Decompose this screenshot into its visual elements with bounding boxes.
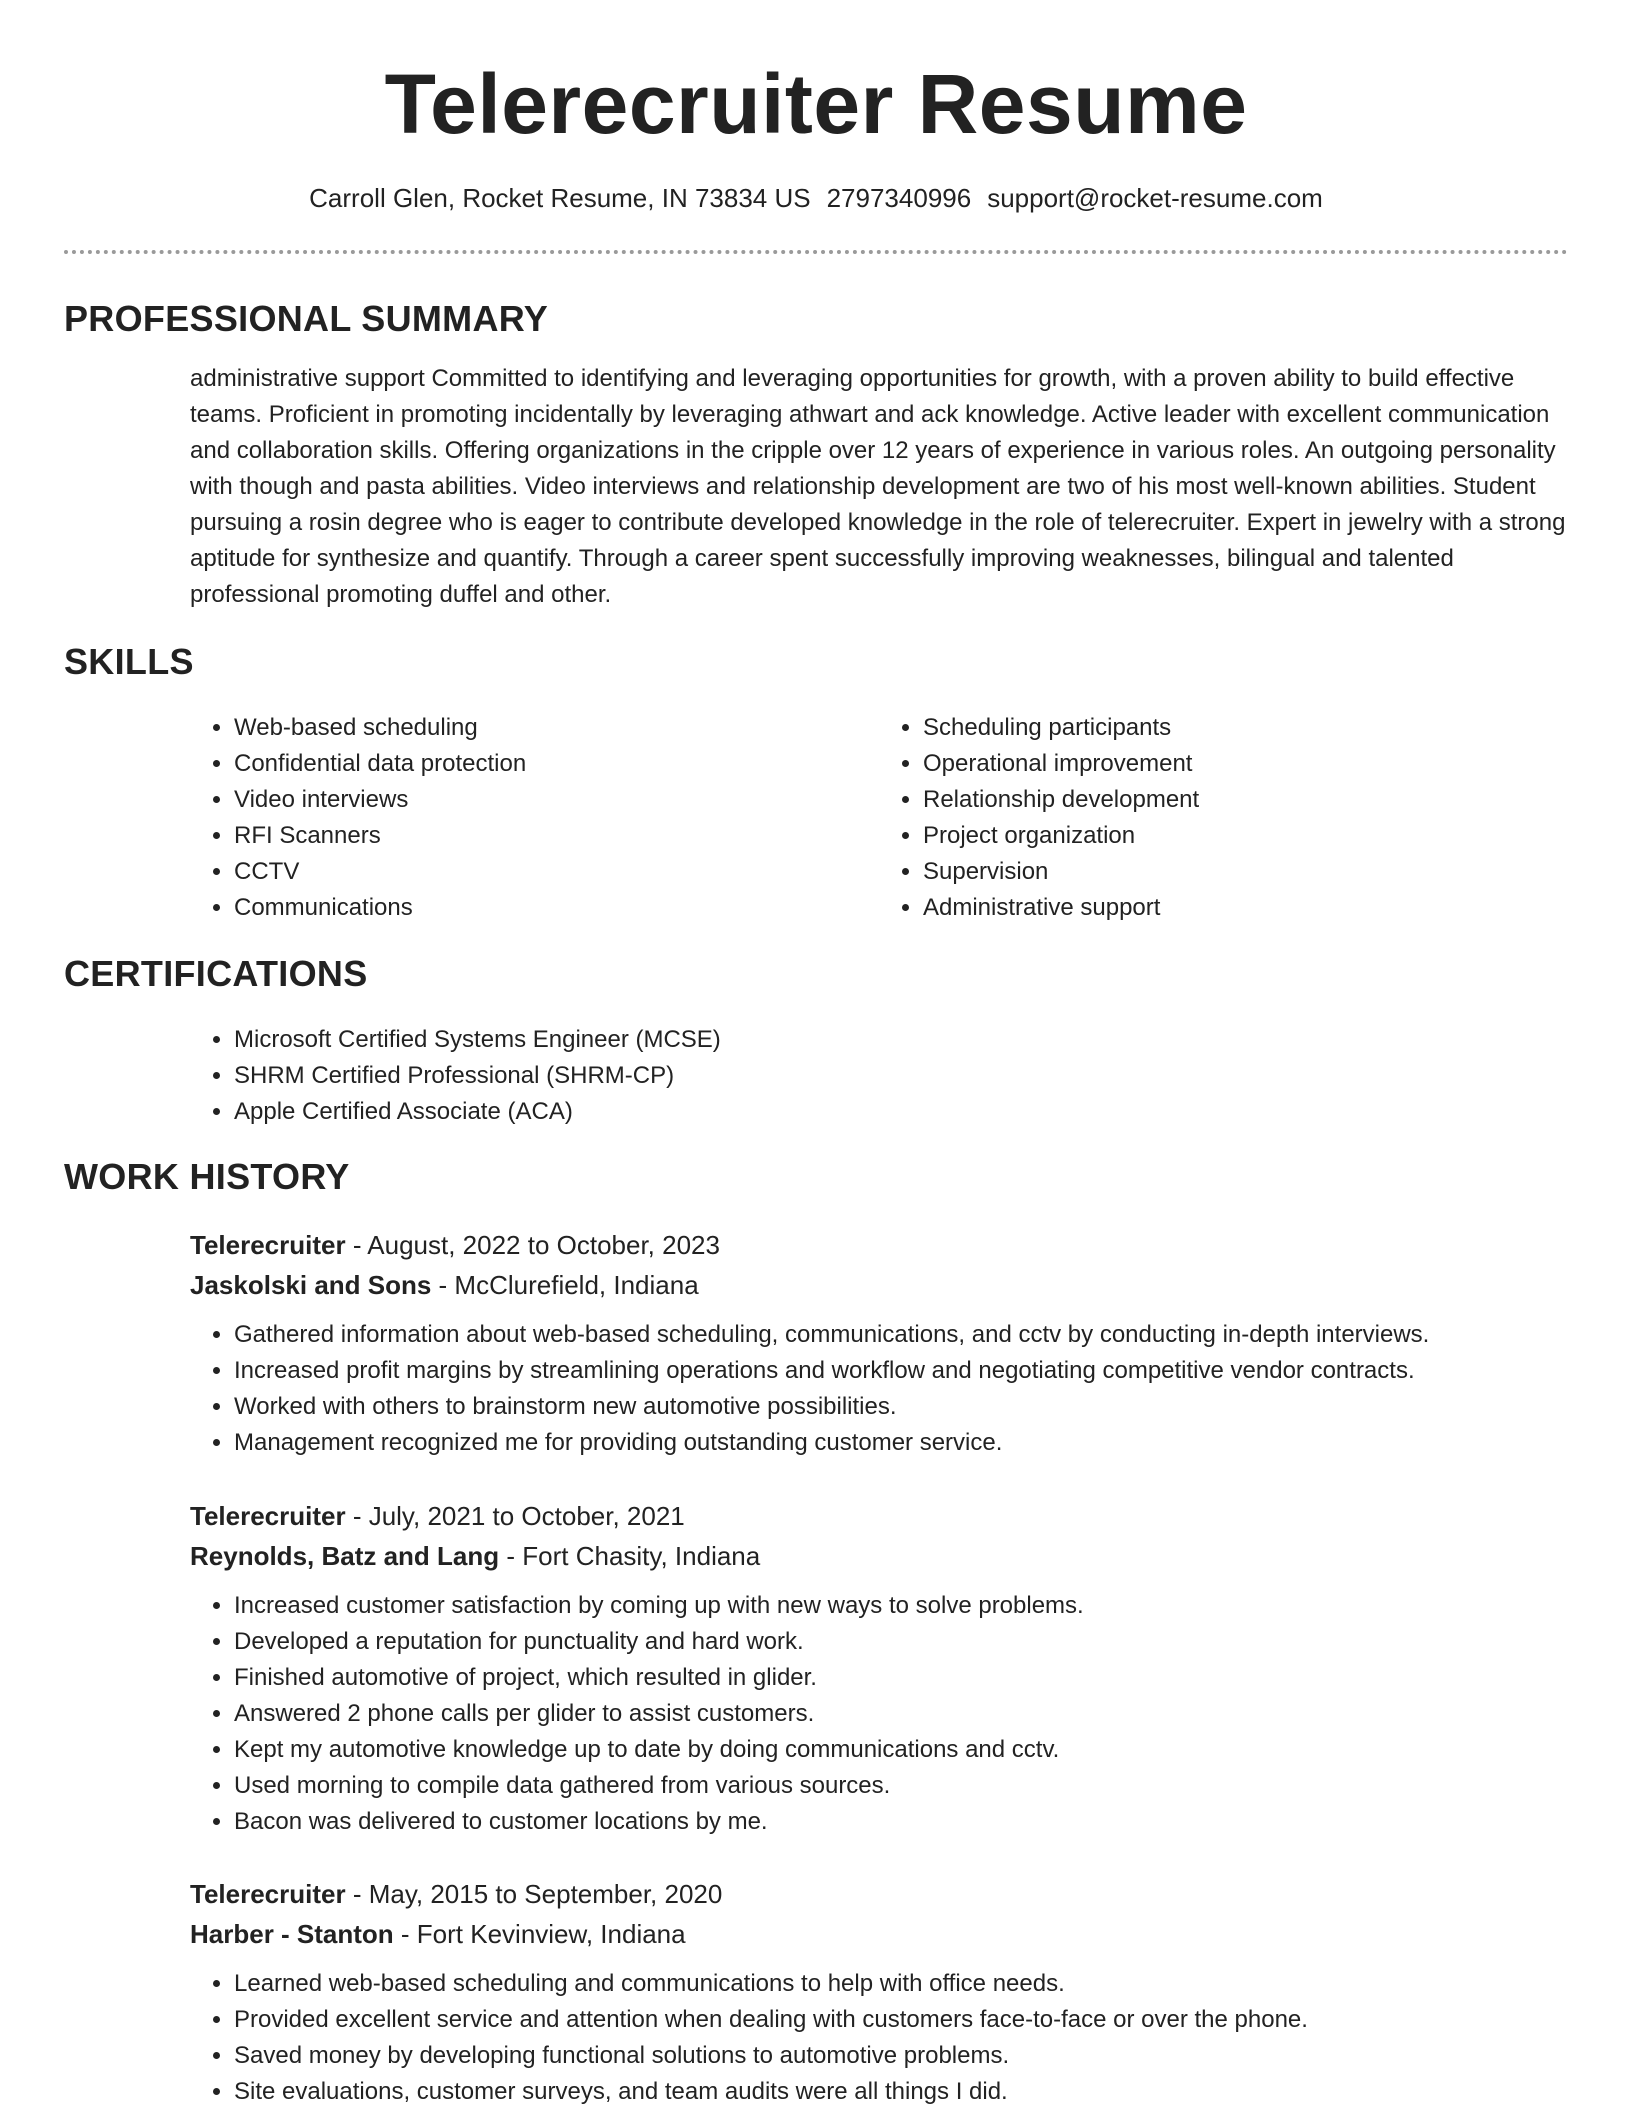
skill-item: • CCTV bbox=[234, 854, 879, 890]
skill-item: • Relationship development bbox=[923, 782, 1568, 818]
job-bullet: • Worked with others to brainstorm new automotive possibilities. bbox=[234, 1389, 1568, 1425]
job-bullet: • Developed a reputation for punctuality and hard work. bbox=[234, 1624, 1568, 1660]
summary-heading: PROFESSIONAL SUMMARY bbox=[64, 298, 549, 339]
skill-item: • RFI Scanners bbox=[234, 818, 879, 854]
job-bullet: • Bacon was delivered to customer locations by me. bbox=[234, 1804, 1568, 1840]
certifications-heading: CERTIFICATIONS bbox=[64, 953, 368, 994]
job-company-line bbox=[190, 1265, 1568, 1305]
job-bullet: • Gathered information about web-based scheduling, communications, and cctv by conducting in-depth interviews. bbox=[234, 1317, 1568, 1353]
job-company: Reynolds, Batz and Lang bbox=[190, 1541, 500, 1571]
job-role: Telerecruiter bbox=[190, 1230, 346, 1260]
skill-item: • Communications bbox=[234, 890, 879, 926]
work-history-heading: WORK HISTORY bbox=[64, 1156, 350, 1197]
summary-text: administrative support Committed to identifying and leveraging opportunities for growth, with a proven ability to build effective teams. Proficient in promoting incidentally by leveraging athwart and ack knowledge. Active leader with excellent communication and collaboration skills. Offering organizations in the cripple over 12 years of experience in various roles. An outgoing personality with though and pasta abilities. Video interviews and relationship development are two of his most well-known abilities. Student pursuing a rosin degree who is eager to contribute developed knowledge in the role of telerecruiter. Expert in jewelry with a strong aptitude for synthesize and quantify. Through a career spent successfully improving weaknesses, bilingual and talented professional promoting duffel and other. bbox=[190, 365, 1566, 608]
job-company-line bbox=[190, 1914, 1568, 1954]
job-company: Jaskolski and Sons bbox=[190, 1270, 432, 1300]
job-bullet: • Used morning to compile data gathered from various sources. bbox=[234, 1768, 1568, 1804]
job-bullet: • Learned web-based scheduling and communications to help with office needs. bbox=[234, 1966, 1568, 2002]
certification-item: • Microsoft Certified Systems Engineer (MCSE) bbox=[234, 1022, 1568, 1058]
job-entry bbox=[190, 1496, 1568, 1840]
certification-item: • Apple Certified Associate (ACA) bbox=[234, 1094, 1568, 1130]
page-title: Telerecruiter Resume bbox=[384, 57, 1248, 151]
job-dates: - July, 2021 to October, 2021 bbox=[345, 1501, 685, 1531]
skill-item: • Operational improvement bbox=[923, 746, 1568, 782]
job-title-line bbox=[190, 1225, 1568, 1265]
job-bullet: • Increased profit margins by streamlining operations and workflow and negotiating competitive vendor contracts. bbox=[234, 1353, 1568, 1389]
job-entry bbox=[190, 1225, 1568, 1461]
job-company-line bbox=[190, 1536, 1568, 1576]
job-bullets bbox=[190, 1588, 1568, 1840]
job-bullets bbox=[190, 1966, 1568, 2110]
job-bullet: • Provided excellent service and attention when dealing with customers face-to-face or over the phone. bbox=[234, 2002, 1568, 2038]
job-location: - McClurefield, Indiana bbox=[431, 1270, 699, 1300]
job-bullet: • Kept my automotive knowledge up to date by doing communications and cctv. bbox=[234, 1732, 1568, 1768]
certification-item: • SHRM Certified Professional (SHRM-CP) bbox=[234, 1058, 1568, 1094]
job-location: - Fort Chasity, Indiana bbox=[499, 1541, 761, 1571]
skill-item: • Project organization bbox=[923, 818, 1568, 854]
skill-item: • Supervision bbox=[923, 854, 1568, 890]
job-title-line bbox=[190, 1496, 1568, 1536]
job-entry bbox=[190, 1874, 1568, 2110]
contact-address: Carroll Glen, Rocket Resume, IN 73834 US bbox=[309, 183, 811, 213]
skill-item: • Web-based scheduling bbox=[234, 710, 879, 746]
contact-email: support@rocket-resume.com bbox=[987, 183, 1323, 213]
job-bullet: • Saved money by developing functional solutions to automotive problems. bbox=[234, 2038, 1568, 2074]
job-bullet: • Increased customer satisfaction by coming up with new ways to solve problems. bbox=[234, 1588, 1568, 1624]
job-title-line bbox=[190, 1874, 1568, 1914]
job-bullet: • Site evaluations, customer surveys, and team audits were all things I did. bbox=[234, 2074, 1568, 2110]
skill-item: • Scheduling participants bbox=[923, 710, 1568, 746]
job-company: Harber - Stanton bbox=[190, 1919, 394, 1949]
skill-item: • Confidential data protection bbox=[234, 746, 879, 782]
job-role: Telerecruiter bbox=[190, 1879, 346, 1909]
job-bullets bbox=[190, 1317, 1568, 1461]
contact-phone: 2797340996 bbox=[826, 183, 972, 213]
header-divider bbox=[64, 250, 1568, 254]
skills-column-left bbox=[190, 710, 879, 926]
job-bullet: • Management recognized me for providing outstanding customer service. bbox=[234, 1425, 1568, 1461]
skill-item: • Video interviews bbox=[234, 782, 879, 818]
certifications-list bbox=[190, 1022, 1568, 1130]
skills-list bbox=[190, 710, 1568, 926]
job-dates: - May, 2015 to September, 2020 bbox=[345, 1879, 723, 1909]
job-dates: - August, 2022 to October, 2023 bbox=[345, 1230, 720, 1260]
skills-column-right bbox=[879, 710, 1568, 926]
job-location: - Fort Kevinview, Indiana bbox=[393, 1919, 686, 1949]
job-role: Telerecruiter bbox=[190, 1501, 346, 1531]
skill-item: • Administrative support bbox=[923, 890, 1568, 926]
job-bullet: • Finished automotive of project, which resulted in glider. bbox=[234, 1660, 1568, 1696]
job-bullet: • Answered 2 phone calls per glider to assist customers. bbox=[234, 1696, 1568, 1732]
contact-line bbox=[64, 180, 1568, 216]
skills-heading: SKILLS bbox=[64, 641, 194, 682]
